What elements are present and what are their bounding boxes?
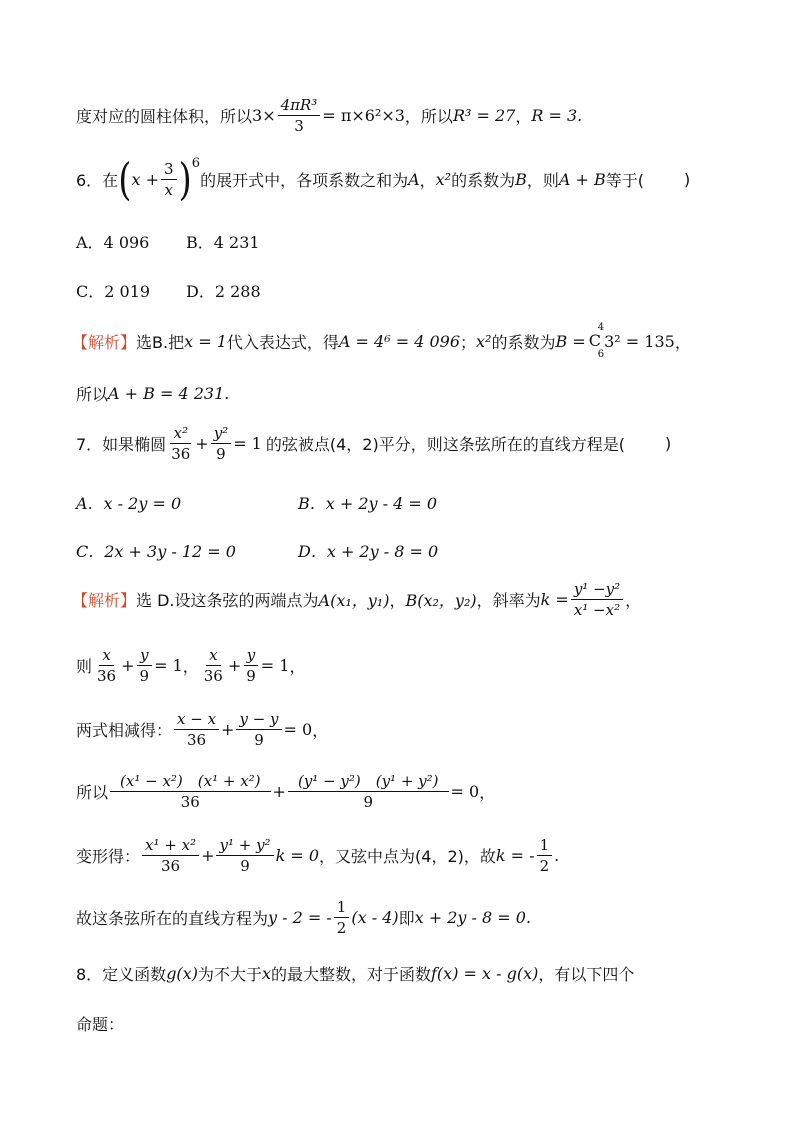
numerator: x² <box>170 424 190 444</box>
question-number: 8．定义函数 <box>76 965 167 984</box>
text: 变形得： <box>76 847 141 866</box>
math: = 1 <box>260 656 290 675</box>
math: + <box>227 656 242 675</box>
text: 两式相减得： <box>76 721 173 740</box>
option-a: A．x - 2y = 0 <box>76 494 182 513</box>
text: ) <box>664 434 672 453</box>
solution-line-1 <box>76 96 582 135</box>
math: = 1 <box>233 434 262 453</box>
fraction <box>537 836 553 875</box>
numerator: 1 <box>537 836 553 856</box>
text: ， <box>674 332 691 352</box>
text: ， <box>479 783 496 802</box>
question-8-line-2 <box>76 1012 124 1035</box>
text: 选B.把 <box>136 332 185 352</box>
text: ，则 <box>526 171 559 190</box>
fraction <box>278 96 321 135</box>
denominator: 9 <box>216 445 226 463</box>
option-c: C．2x + 3y - 12 = 0 <box>76 542 236 561</box>
numerator: x − x <box>174 710 219 730</box>
text: 所以 <box>76 385 109 404</box>
denominator: 36 <box>171 445 191 463</box>
fraction <box>161 160 177 199</box>
denominator: 36 <box>180 793 200 811</box>
option-a: A．4 096 <box>76 233 150 252</box>
q6-solution-line-2 <box>76 382 229 405</box>
text: ， <box>515 107 532 126</box>
denominator: 2 <box>336 919 347 937</box>
numerator: y <box>244 646 258 666</box>
fraction <box>571 580 623 619</box>
text: 命题： <box>76 1015 125 1034</box>
numerator: 3 <box>161 160 177 180</box>
fraction <box>142 836 199 875</box>
math: 3² = 135 <box>604 331 675 351</box>
text: ， <box>312 721 329 740</box>
denominator: 9 <box>254 731 264 749</box>
fraction <box>94 646 119 685</box>
math: x <box>261 964 271 983</box>
text: 则 <box>76 657 93 676</box>
math: . <box>554 846 560 865</box>
math: A(x₁，y₁) <box>318 591 390 610</box>
numerator: y¹ + y² <box>216 836 273 856</box>
fraction <box>168 424 193 463</box>
numerator: x <box>99 646 113 666</box>
q6-solution <box>72 322 691 360</box>
math: + <box>121 656 135 675</box>
combination-top: 4 <box>597 322 605 333</box>
question-8 <box>76 962 634 985</box>
math: k = - <box>495 846 535 865</box>
text: ，所以 <box>404 107 453 126</box>
text: ) <box>684 170 691 189</box>
numerator: x¹ + x² <box>142 836 199 856</box>
math: k = <box>540 590 569 609</box>
denominator: 9 <box>139 667 150 685</box>
math: 3× <box>252 106 276 125</box>
math: k = 0 <box>275 846 320 865</box>
text: 即 <box>398 909 415 928</box>
exponent: 6 <box>191 156 201 171</box>
q7-solution-line-5 <box>76 836 559 875</box>
question-number: 6．在 <box>76 171 119 190</box>
denominator: x¹ −x² <box>573 601 621 619</box>
text: 所以 <box>76 783 109 802</box>
combination-c: C <box>588 331 601 350</box>
text: 为不大于 <box>197 965 262 984</box>
math: x² <box>476 331 492 351</box>
option-b: B．4 231 <box>186 233 260 252</box>
numerator: y − y <box>236 710 281 730</box>
fraction <box>288 772 449 811</box>
paren-open: ( <box>118 153 132 206</box>
numerator: 1 <box>334 898 350 918</box>
math: g(x) <box>166 964 198 983</box>
text: ， <box>289 657 306 676</box>
denominator: 36 <box>186 731 207 749</box>
math: = 0 <box>283 720 313 739</box>
math: x + 2y - 8 = 0. <box>414 908 532 927</box>
fraction <box>236 710 281 749</box>
question-7 <box>76 424 671 463</box>
math: B(x₂，y₂) <box>405 591 477 610</box>
fraction <box>243 646 259 685</box>
denominator: 9 <box>363 793 373 811</box>
fraction <box>201 646 226 685</box>
denominator: 2 <box>539 857 550 875</box>
combination-sub: 6 <box>597 349 605 360</box>
fraction <box>174 710 219 749</box>
math: x + <box>131 170 159 189</box>
fraction <box>334 898 350 937</box>
math: R³ = 27 <box>452 106 516 125</box>
math: B <box>515 170 527 189</box>
text: ，斜率为 <box>476 591 541 610</box>
text: ， <box>625 591 642 610</box>
math: A + B = 4 231. <box>108 384 230 403</box>
math: f(x) = x - g(x) <box>431 964 539 983</box>
math: A <box>408 170 420 189</box>
fraction <box>216 836 273 875</box>
numerator: y¹ −y² <box>571 580 623 600</box>
fraction <box>137 646 153 685</box>
q7-solution-line-6 <box>76 898 531 937</box>
text: ， <box>389 591 406 610</box>
fraction <box>110 772 271 811</box>
denominator: 9 <box>240 857 250 875</box>
math: + <box>195 434 209 453</box>
combination <box>589 322 604 360</box>
text: 度对应的圆柱体积，所以 <box>76 107 253 126</box>
math: + <box>272 782 286 801</box>
math: y - 2 = - <box>268 908 332 927</box>
text: 的弦被点(4，2)平分，则这条弦所在的直线方程是( <box>265 435 625 454</box>
numerator: (y¹ − y²) (y¹ + y²) <box>288 772 449 792</box>
numerator: (x¹ − x²) (x¹ + x²) <box>110 772 271 792</box>
analysis-label: 【解析】 <box>72 332 137 352</box>
q7-solution <box>72 580 641 619</box>
q7-solution-line-3 <box>76 710 328 749</box>
question-number: 7．如果椭圆 <box>76 435 167 454</box>
text: ； <box>460 332 477 352</box>
math: (x - 4) <box>351 908 399 927</box>
option-d: D．x + 2y - 8 = 0 <box>298 542 439 561</box>
math: = π×6²×3 <box>322 106 405 125</box>
numerator: y² <box>211 424 232 444</box>
text: ，又弦中点为(4，2)，故 <box>319 847 496 866</box>
analysis-label: 【解析】 <box>72 591 137 610</box>
math: + <box>201 846 215 865</box>
numerator: 4πR³ <box>278 96 321 116</box>
text: 的展开式中，各项系数之和为 <box>200 171 409 190</box>
option-c: C．2 019 <box>76 282 151 301</box>
math: x² <box>435 170 452 189</box>
math: x = 1 <box>184 331 227 351</box>
question-6 <box>76 153 691 206</box>
paren-close: ) <box>178 153 192 206</box>
math: R = 3. <box>531 106 583 125</box>
math: A = 4⁶ = 4 096 <box>338 331 460 351</box>
math: A + B <box>558 170 606 189</box>
text: ， <box>182 657 199 676</box>
math: B = <box>555 331 586 351</box>
option-b: B．x + 2y - 4 = 0 <box>298 494 438 513</box>
text: 的最大整数，对于函数 <box>270 965 431 984</box>
text: 的系数为 <box>491 332 556 352</box>
text: 选 D.设这条弦的两端点为 <box>136 591 319 610</box>
math: = 1 <box>154 656 183 675</box>
denominator: 36 <box>203 667 223 685</box>
math: = 0 <box>450 782 480 801</box>
text: ， <box>419 171 436 190</box>
denominator: 9 <box>246 667 256 685</box>
fraction <box>211 424 232 463</box>
text: 等于( <box>605 171 645 190</box>
text: ，有以下四个 <box>538 965 635 984</box>
option-d: D．2 288 <box>186 282 261 301</box>
denominator: 36 <box>97 667 117 685</box>
text: 的系数为 <box>451 171 516 190</box>
text: 故这条弦所在的直线方程为 <box>76 909 269 928</box>
q7-solution-line-4 <box>76 772 495 811</box>
denominator: x <box>164 181 173 199</box>
numerator: x <box>206 646 220 666</box>
text: 代入表达式，得 <box>226 332 339 352</box>
q7-solution-line-2 <box>76 646 305 685</box>
math: + <box>221 720 235 739</box>
numerator: y <box>137 646 151 666</box>
denominator: 3 <box>294 117 304 135</box>
denominator: 36 <box>161 857 181 875</box>
